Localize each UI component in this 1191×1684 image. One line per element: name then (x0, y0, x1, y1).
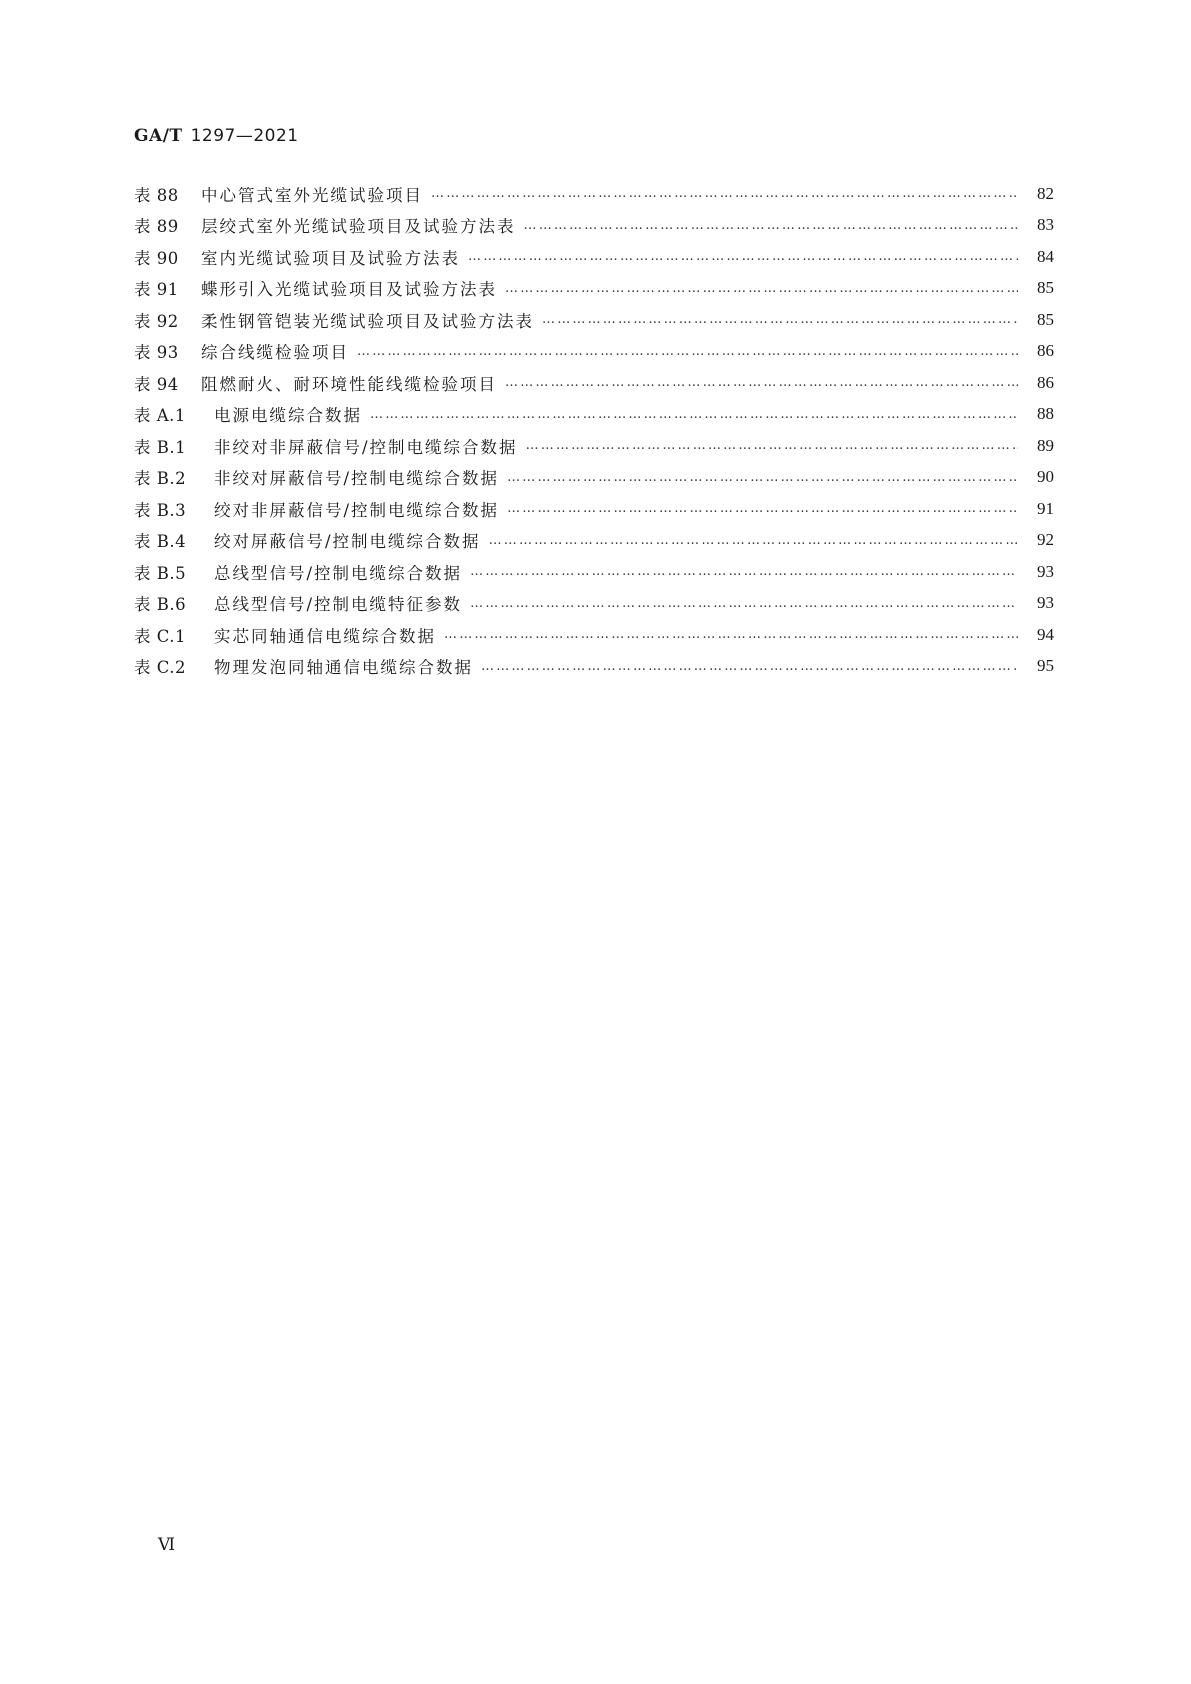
toc-entry-number: 表 91 (134, 280, 179, 300)
toc-entry-page: 90 (1037, 467, 1054, 487)
toc-leader-dots (524, 218, 1019, 233)
toc-entry-title: 蝶形引入光缆试验项目及试验方法表 (201, 280, 497, 300)
toc-entry-title: 阻燃耐火、耐环境性能线缆检验项目 (201, 374, 497, 394)
toc-entry[interactable] (134, 336, 1054, 368)
toc-leader-dots (542, 312, 1018, 327)
toc-entry-page: 85 (1037, 278, 1054, 298)
toc-entry-number: 表 B.2 (134, 469, 187, 489)
toc-leader-dots (526, 438, 1018, 453)
toc-entry-title: 柔性钢管铠装光缆试验项目及试验方法表 (201, 311, 534, 331)
toc-entry[interactable] (134, 493, 1054, 525)
toc-entry-title: 非绞对非屏蔽信号/控制电缆综合数据 (214, 437, 518, 457)
toc-entry[interactable] (134, 462, 1054, 494)
toc-entry[interactable] (134, 619, 1054, 651)
toc-entry-number: 表 B.1 (134, 437, 187, 457)
toc-entry-page: 94 (1037, 624, 1054, 644)
toc-leader-dots (431, 186, 1018, 201)
toc-entry-number: 表 C.1 (134, 626, 187, 646)
toc-entry-title: 室内光缆试验项目及试验方法表 (201, 248, 460, 268)
toc-leader-dots (505, 375, 1018, 390)
toc-entry[interactable] (134, 241, 1054, 273)
toc-entry-title: 非绞对屏蔽信号/控制电缆综合数据 (214, 469, 500, 489)
toc-entry-number: 表 89 (134, 217, 179, 237)
toc-entry-page: 82 (1037, 183, 1054, 203)
footer-page-number: Ⅵ (158, 1535, 176, 1554)
toc-entry-title: 物理发泡同轴通信电缆综合数据 (214, 658, 473, 678)
toc-leader-dots (470, 596, 1018, 611)
toc-entry[interactable] (134, 525, 1054, 557)
toc-entry[interactable] (134, 304, 1054, 336)
standard-number: 1297—2021 (190, 126, 299, 146)
toc-entry-page: 93 (1037, 593, 1054, 613)
toc-leader-dots (468, 249, 1018, 264)
toc-entry-number: 表 B.5 (134, 563, 187, 583)
toc-entry[interactable] (134, 399, 1054, 431)
toc-leader-dots (507, 501, 1018, 516)
toc-entry-title: 总线型信号/控制电缆综合数据 (214, 563, 463, 583)
toc-entry-title: 电源电缆综合数据 (214, 406, 362, 426)
standard-prefix: GA/T (134, 126, 183, 146)
toc-entry-number: 表 B.3 (134, 500, 187, 520)
toc-entry[interactable] (134, 367, 1054, 399)
toc-entry[interactable] (134, 430, 1054, 462)
toc-entry-number: 表 93 (134, 343, 179, 363)
toc-entry[interactable] (134, 273, 1054, 305)
toc-leader-dots (444, 627, 1018, 642)
toc-leader-dots (507, 470, 1018, 485)
toc-entry[interactable] (134, 651, 1054, 683)
toc-leader-dots (470, 564, 1018, 579)
toc-entry-title: 中心管式室外光缆试验项目 (201, 185, 423, 205)
toc-entry-number: 表 94 (134, 374, 179, 394)
toc-entry-page: 83 (1037, 215, 1054, 235)
toc-entry-title: 绞对非屏蔽信号/控制电缆综合数据 (214, 500, 500, 520)
toc-entry-page: 92 (1037, 530, 1054, 550)
toc-entry-title: 层绞式室外光缆试验项目及试验方法表 (201, 217, 516, 237)
toc-entry[interactable] (134, 556, 1054, 588)
toc-entry-page: 95 (1037, 656, 1054, 676)
toc-entry-page: 91 (1037, 498, 1054, 518)
toc-entry-page: 89 (1037, 435, 1054, 455)
toc-entry-number: 表 A.1 (134, 406, 186, 426)
toc-entry-title: 绞对屏蔽信号/控制电缆综合数据 (214, 532, 481, 552)
toc-entry-title: 总线型信号/控制电缆特征参数 (214, 595, 463, 615)
toc-entry-number: 表 88 (134, 185, 179, 205)
toc-entry-page: 93 (1037, 561, 1054, 581)
toc-entry-page: 84 (1037, 246, 1054, 266)
toc-entry-number: 表 92 (134, 311, 179, 331)
toc-leader-dots (505, 281, 1018, 296)
toc-entry-page: 88 (1037, 404, 1054, 424)
toc-entry-title: 实芯同轴通信电缆综合数据 (214, 626, 436, 646)
toc-entry[interactable] (134, 588, 1054, 620)
toc-entry-number: 表 90 (134, 248, 179, 268)
toc-entry[interactable] (134, 210, 1054, 242)
table-of-contents (134, 178, 1054, 682)
document-header (134, 126, 299, 146)
toc-entry-number: 表 C.2 (134, 658, 187, 678)
toc-leader-dots (357, 344, 1018, 359)
toc-leader-dots (370, 407, 1018, 422)
toc-entry-page: 86 (1037, 372, 1054, 392)
toc-entry-title: 综合线缆检验项目 (201, 343, 349, 363)
toc-entry-page: 85 (1037, 309, 1054, 329)
toc-leader-dots (489, 533, 1018, 548)
toc-entry[interactable] (134, 178, 1054, 210)
toc-entry-number: 表 B.4 (134, 532, 187, 552)
toc-leader-dots (481, 659, 1018, 674)
toc-entry-number: 表 B.6 (134, 595, 187, 615)
toc-entry-page: 86 (1037, 341, 1054, 361)
